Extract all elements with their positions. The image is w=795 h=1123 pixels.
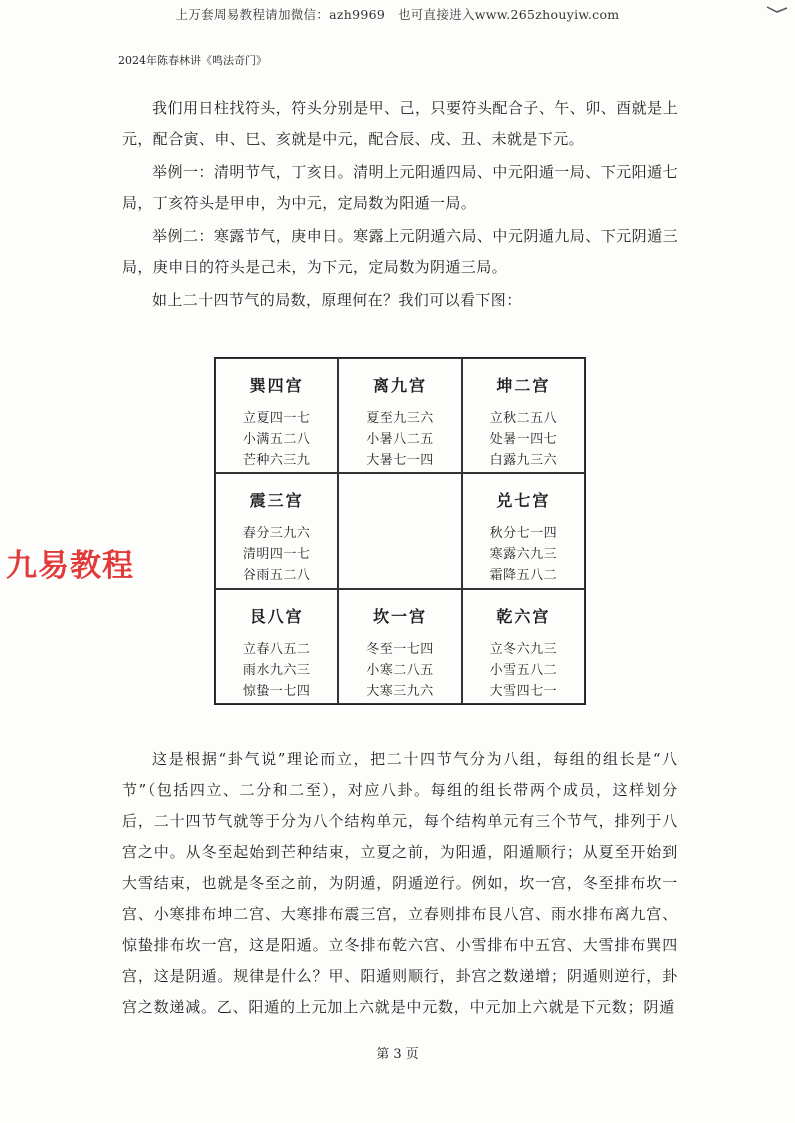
solar-term: 春分三九六: [242, 526, 311, 542]
palace-cell-kun: [462, 358, 585, 473]
solar-term: 芒种六三九: [242, 453, 311, 468]
solar-term: 小雪五八二: [489, 662, 558, 678]
solar-term: 小寒二八五: [366, 662, 434, 678]
solar-term: 秋分七一四: [489, 526, 558, 542]
palace-name: 震三宫: [249, 491, 304, 511]
solar-term: 小暑八二五: [366, 432, 434, 447]
solar-term: 大寒三九六: [366, 683, 434, 699]
solar-term: 处暑一四七: [489, 432, 558, 447]
solar-term: 大雪四七一: [489, 683, 558, 699]
paragraph-fu-tou: 我们用日柱找符头，符头分别是甲、己，只要符头配合子、午、卯、酉就是上元，配合寅、申、巳、亥就是中元，配合辰、戌、丑、未就是下元。: [122, 99, 678, 148]
palace-cell-dui: [462, 473, 585, 588]
solar-term: 大暑七一四: [366, 453, 434, 468]
solar-term: 小满五二八: [242, 432, 311, 447]
paragraph-explanation: 这是根据“卦气说”理论而立，把二十四节气分为八组，每组的组长是“八节”（包括四立、二分和二至），对应八卦。每组的组长带两个成员，这样划分后，二十四节气就等于分为八个结构单元，每个结构单元有三个节气，排列于八宫之中。从冬至起始到芒种结束，立夏之前，为阳遁，阳遁顺行；从夏至开始到大雪结束，也就是冬至之前，为阴遁，阴遁逆行。例如，坎一宫，冬至排布坎一宫、小寒排布坤二宫、大寒排布震三宫，立春则排布艮八宫、雨水排布离九宫、惊蛰排布坎一宫，这是阳遁。立冬排布乾六宫、小雪排布中五宫、大雪排布巽四宫，这是阴遁。规律是什么？甲、阳遁则顺行，卦宫之数递增；阴遁则逆行，卦宫之数递减。乙、阳遁的上元加上六就是中元数，中元加上六就是下元数；阴遁: [122, 750, 678, 1016]
palace-cell-li: [338, 358, 461, 473]
solar-term: 雨水九六三: [242, 662, 311, 678]
palace-name: 离九宫: [372, 376, 427, 395]
solar-term: 寒露六九三: [489, 547, 558, 563]
solar-term: 立夏四一七: [242, 411, 311, 426]
solar-term: 惊蛰一七四: [242, 683, 311, 699]
page-header: 2024年陈春林讲《鸣法奇门》: [118, 54, 267, 67]
solar-term: 白露九三六: [489, 453, 558, 468]
palace-cell-xun: [215, 358, 338, 473]
palace-name: 兑七宫: [496, 491, 551, 511]
solar-term: 立春八五二: [242, 641, 311, 657]
palace-cell-qian: [462, 589, 585, 704]
solar-term: 立秋二五八: [489, 411, 558, 426]
palace-cell-center: [338, 473, 461, 588]
solar-term: 立冬六九三: [489, 641, 558, 657]
solar-term: 谷雨五二八: [242, 568, 311, 584]
nine-palace-grid: [214, 357, 586, 705]
palace-name: 乾六宫: [496, 606, 551, 626]
palace-cell-zhen: [215, 473, 338, 588]
solar-term: 夏至九三六: [366, 411, 434, 426]
top-banner: 上万套周易教程请加微信：azh9969 也可直接进入www.265zhouyiw.com: [175, 7, 620, 22]
palace-cell-kan: [338, 589, 461, 704]
palace-cell-gen: [215, 589, 338, 704]
paragraph-example-1: 举例一：清明节气，丁亥日。清明上元阳遁四局、中元阳遁一局、下元阳遁七局，丁亥符头是甲申，为中元，定局数为阳遁一局。: [122, 163, 678, 212]
paragraph-intro-diagram: 如上二十四节气的局数，原理何在？我们可以看下图：: [152, 291, 522, 309]
page-number: 第 3 页: [376, 1047, 419, 1062]
palace-name: 巽四宫: [249, 376, 304, 395]
palace-name: 艮八宫: [249, 606, 304, 626]
solar-term: 清明四一七: [242, 547, 311, 563]
palace-name: 坎一宫: [372, 606, 427, 626]
solar-term: 冬至一七四: [366, 641, 434, 657]
paragraph-example-2: 举例二：寒露节气，庚申日。寒露上元阴遁六局、中元阴遁九局、下元阴遁三局，庚申日的符头是己未，为下元，定局数为阴遁三局。: [122, 227, 678, 276]
watermark-logo: 九易教程: [6, 548, 134, 584]
palace-name: 坤二宫: [496, 376, 551, 395]
solar-term: 霜降五八二: [489, 568, 558, 584]
